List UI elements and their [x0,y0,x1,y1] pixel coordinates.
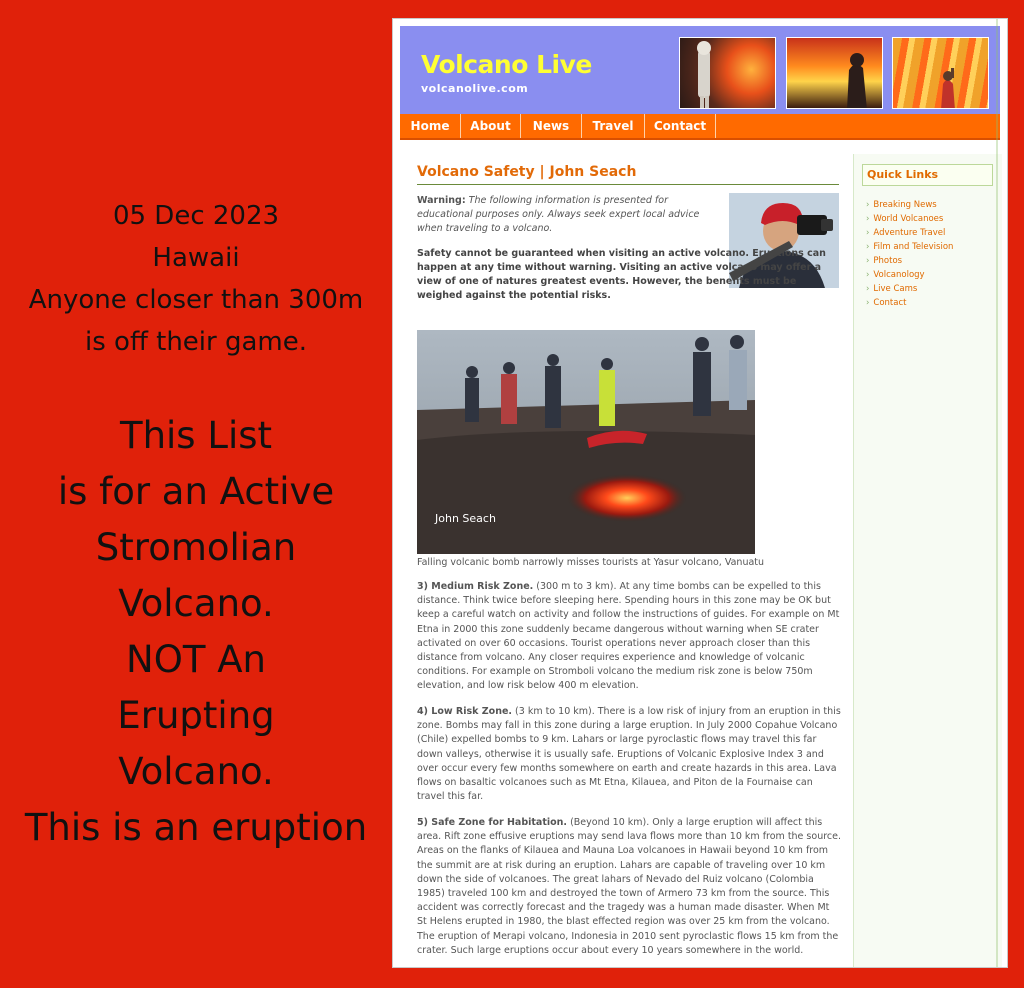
zone-text: (300 m to 3 km). At any time bombs can be expelled to this distance. Think twice before sleeping here. Spending hours in this zone may be OK but keep a careful watch on activity and follow the instructions of guides. For example on Mt Etna in 2000 this zone suddenly became dangerous without warning when SE crater activated on over 60 occasions. Tourist operations never approach closer than this distance from volcano. Any closer requires experience and knowledge of volcanic conditions. For example on Stromboli volcano the medium risk zone is below 750m elevation, and low risk below 400 m elevation. [417,581,840,692]
chevron-right-icon: › [866,270,870,280]
chevron-right-icon: › [866,200,870,210]
chevron-right-icon: › [866,214,870,224]
quick-link-contact[interactable] [866,298,906,308]
quick-link-label: Breaking News [873,200,937,210]
nav-about[interactable]: About [461,114,521,138]
zone-paragraph [417,816,841,958]
overlay-date: 05 Dec 2023 [112,201,280,231]
header-photo-lavafall [892,37,989,109]
intro-text: Safety cannot be guaranteed when visiting an active volcano. Eruptions can happen at any time without warning. Visiting an active volcano may offer a view of one of natures greatest events. However, the benefits must be weighed against the potential risks. [417,248,826,301]
quick-link-film-tv[interactable] [866,242,953,252]
overlay-line: Stromolian [95,526,297,569]
tourists-photo [417,330,755,554]
zone-heading: 3) Medium Risk Zone. [417,581,534,592]
header-photo-crater [786,37,883,109]
overlay-line: NOT An [126,638,266,681]
quick-link-label: Live Cams [873,284,918,294]
chevron-right-icon: › [866,242,870,252]
overlay-line: Erupting [117,694,275,737]
nav-home[interactable]: Home [400,114,461,138]
nav-travel[interactable]: Travel [582,114,645,138]
quick-link-adventure-travel[interactable] [866,228,945,238]
quick-link-label: Adventure Travel [873,228,946,238]
site-header [400,26,1000,114]
zone-text: (3 km to 10 km). There is a low risk of injury from an eruption in this zone. Bombs may fall in this zone during a large eruption. In July 2000 Copahue Volcano (Chile) expelled bombs to 9 km. Lahars or large pyroclastic flows may travel this far down valleys, otherwise it is usually safe. Eruptions of Volcanic Explosive Index 3 and over occur every few months somewhere on earth and create hazards in this area. Lava flows on basaltic volcanoes such as Mt Etna, Kilauea, and Piton de la Fournaise can travel this far. [417,706,841,803]
quick-link-label: Photos [873,256,903,266]
quick-link-volcanology[interactable] [866,270,925,280]
nav-contact[interactable]: Contact [645,114,716,138]
overlay-line: This is an eruption [24,806,368,849]
header-photo-suit [679,37,776,109]
quick-link-label: World Volcanoes [873,214,944,224]
page-border [996,19,998,968]
overlay-line: Anyone closer than 300m [28,285,364,315]
overlay-text-panel [0,0,392,988]
overlay-list-block [0,408,392,856]
zone-heading: 5) Safe Zone for Habitation. [417,817,568,828]
quick-link-breaking-news[interactable] [866,200,937,210]
sidebar [853,154,1002,968]
zone-heading: 4) Low Risk Zone. [417,706,513,717]
main-nav [400,114,1000,140]
warning-text: The following information is presented for educational purposes only. Always seek expert local advice when traveling to a volcano. [417,195,700,234]
warning-label: Warning: [417,195,466,206]
nav-news[interactable]: News [521,114,582,138]
photo-credit: John Seach [435,512,496,525]
zone-paragraph [417,705,841,804]
photo-caption: Falling volcanic bomb narrowly misses tourists at Yasur volcano, Vanuatu [417,557,765,568]
quick-link-label: Volcanology [873,270,925,280]
quick-link-live-cams[interactable] [866,284,917,294]
chevron-right-icon: › [866,228,870,238]
zone-text: (Beyond 10 km). Only a large eruption will affect this area. Rift zone effusive eruptions may send lava flows more than 10 km from the source. Areas on the flanks of Kilauea and Mauna Loa volcanoes in Hawaii beyond 10 km from the summit are at risk during an eruption. Lahars are capable of traveling over 10 km down the side of volcanoes. The great lahars of Nevado del Ruiz volcano (Colombia 1985) traveled 100 km and destroyed the town of Armero 73 km from the source. This accident was correctly forecast and the tragedy was a human made disaster. When Mt St Helens erupted in 1980, the blast effected region was over 25 km from the volcano. The eruption of Merapi volcano, Indonesia in 2010 sent pyroclastic flows 15 km from the crater. Such large eruptions occur about every 10 years somewhere in the world. [417,817,841,956]
chevron-right-icon: › [866,298,870,308]
overlay-date-block [0,195,392,363]
site-logo-url: volcanolive.com [421,82,529,95]
overlay-location: Hawaii [152,243,240,273]
quick-link-world-volcanoes[interactable] [866,214,943,224]
site-logo-title[interactable]: Volcano Live [421,50,592,79]
website-screenshot [392,18,1008,968]
quick-links-title: Quick Links [862,164,993,186]
overlay-line: Volcano. [118,582,274,625]
overlay-line: Volcano. [118,750,274,793]
zone-paragraph [417,580,841,694]
chevron-right-icon: › [866,256,870,266]
overlay-line: is for an Active [57,470,335,513]
overlay-line: This List [119,414,273,457]
quick-link-label: Contact [873,298,907,308]
chevron-right-icon: › [866,284,870,294]
article-title: Volcano Safety | John Seach [417,164,839,185]
quick-link-photos[interactable] [866,256,902,266]
quick-link-label: Film and Television [873,242,954,252]
warning-note [417,194,702,236]
overlay-line: is off their game. [85,327,307,357]
